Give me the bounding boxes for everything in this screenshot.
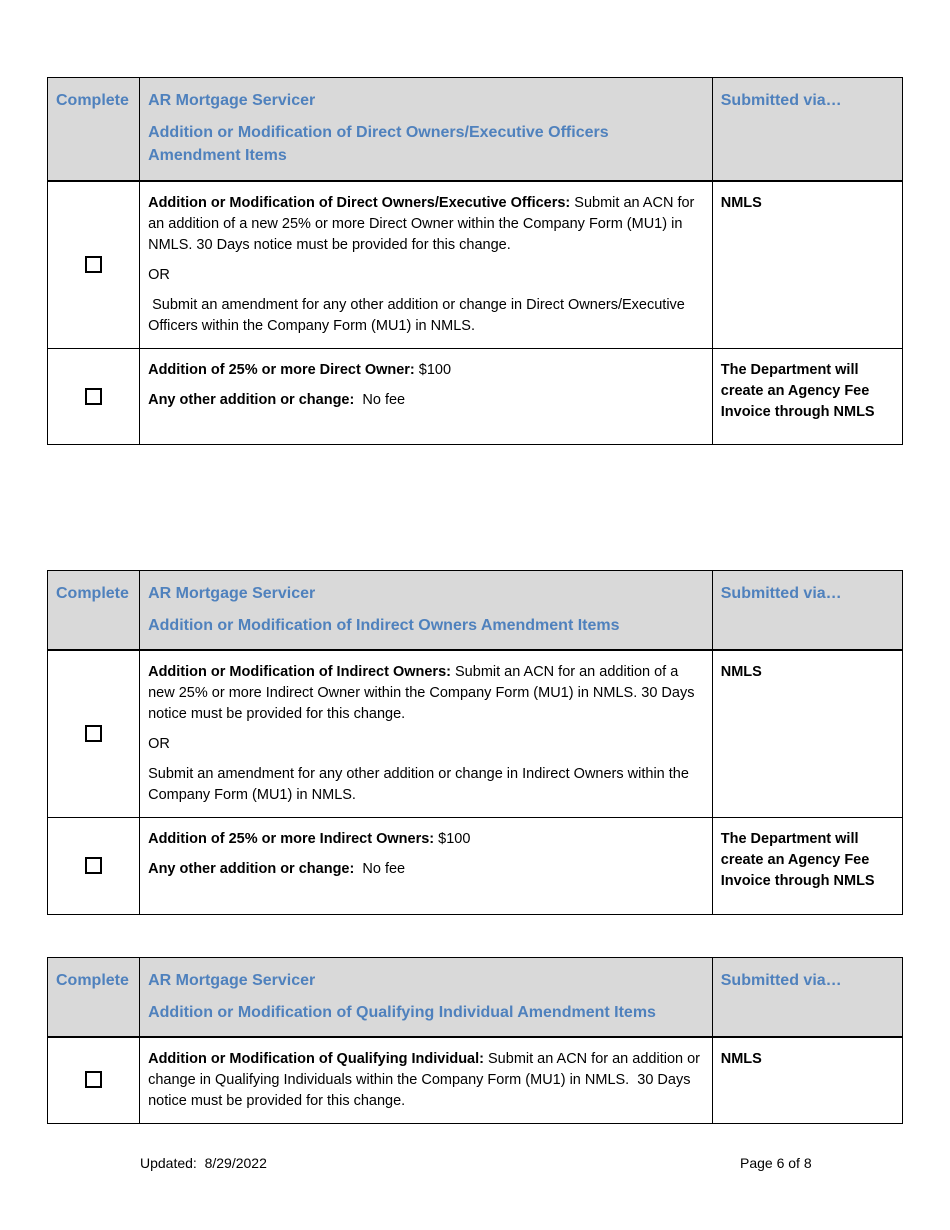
complete-header: Complete bbox=[48, 958, 140, 1037]
complete-cell bbox=[48, 349, 140, 445]
submitted-via-header: Submitted via… bbox=[712, 958, 902, 1037]
fee-cell bbox=[140, 349, 713, 445]
requirement-label: Addition or Modification of Qualifying Individual: bbox=[148, 1050, 484, 1067]
fee-amount: No fee bbox=[354, 861, 406, 877]
section-title-header bbox=[140, 78, 713, 181]
requirement-cell bbox=[140, 650, 713, 818]
requirement-label: Addition or Modification of Indirect Owners: bbox=[148, 663, 451, 680]
complete-cell bbox=[48, 818, 140, 915]
requirement-text: Submit an ACN for an addition of a new 25% or more Direct Owner within the Company Form (MU1) in NMLS. 30 Days notice must be provided for this change. bbox=[148, 194, 695, 253]
submitted-via-header: Submitted via… bbox=[712, 78, 902, 181]
fee-label: Addition of 25% or more Indirect Owners: bbox=[148, 831, 435, 847]
requirement-cell bbox=[140, 181, 713, 349]
alternative-text: Submit an amendment for any other addition or change in Indirect Owners within the Company Form (MU1) in NMLS. bbox=[148, 765, 689, 803]
direct-owners-table bbox=[47, 77, 903, 445]
header-title: AR Mortgage Servicer bbox=[148, 92, 316, 109]
header-subtitle: Addition or Modification of Qualifying Individual Amendment Items bbox=[148, 1004, 656, 1021]
header-title: AR Mortgage Servicer bbox=[148, 972, 316, 989]
indirect-owners-table bbox=[47, 570, 903, 915]
header-subtitle: Addition or Modification of Direct Owners/Executive Officers Amendment Items bbox=[148, 124, 609, 164]
qualifying-individual-table bbox=[47, 957, 903, 1124]
table-row bbox=[48, 650, 903, 818]
submitted-via-value: NMLS bbox=[712, 1037, 902, 1124]
or-text: OR bbox=[148, 266, 170, 283]
table-row bbox=[48, 1037, 903, 1124]
requirement-cell bbox=[140, 1037, 713, 1124]
fee-label: Any other addition or change: bbox=[148, 861, 355, 877]
submitted-via-value: NMLS bbox=[712, 650, 902, 818]
submitted-via-header: Submitted via… bbox=[712, 571, 902, 650]
table-header-row bbox=[48, 958, 903, 1037]
or-text: OR bbox=[148, 735, 170, 752]
fee-amount: $100 bbox=[414, 362, 452, 378]
section-title-header bbox=[140, 958, 713, 1037]
complete-cell bbox=[48, 181, 140, 349]
submitted-via-value: The Department will create an Agency Fee Invoice through NMLS bbox=[712, 818, 902, 915]
table-row bbox=[48, 818, 903, 915]
complete-cell bbox=[48, 1037, 140, 1124]
fee-cell bbox=[140, 818, 713, 915]
section-title-header bbox=[140, 571, 713, 650]
requirement-text: Submit an ACN for an addition or change in Qualifying Individuals within the Company Form (MU1) in NMLS. 30 Days notice must be provided for this change. bbox=[148, 1050, 705, 1109]
complete-header: Complete bbox=[48, 571, 140, 650]
requirement-text: Submit an ACN for an addition of a new 25% or more Indirect Owner within the Company Form (MU1) in NMLS. 30 Days notice must be provided for this change. bbox=[148, 663, 695, 722]
fee-amount: $100 bbox=[434, 831, 471, 847]
complete-checkbox[interactable] bbox=[85, 256, 102, 273]
alternative-text: Submit an amendment for any other addition or change in Direct Owners/Executive Officers within the Company Form (MU1) in NMLS. bbox=[148, 296, 689, 334]
header-title: AR Mortgage Servicer bbox=[148, 585, 316, 602]
fee-label: Any other addition or change: bbox=[148, 392, 355, 408]
table-header-row bbox=[48, 571, 903, 650]
submitted-via-value: NMLS bbox=[712, 181, 902, 349]
submitted-via-value: The Department will create an Agency Fee Invoice through NMLS bbox=[712, 349, 902, 445]
complete-header: Complete bbox=[48, 78, 140, 181]
footer-page-number: Page 6 of 8 bbox=[740, 1155, 812, 1171]
complete-checkbox[interactable] bbox=[85, 388, 102, 405]
complete-checkbox[interactable] bbox=[85, 725, 102, 742]
table-row bbox=[48, 349, 903, 445]
complete-checkbox[interactable] bbox=[85, 1071, 102, 1088]
complete-checkbox[interactable] bbox=[85, 857, 102, 874]
footer-updated-date: Updated: 8/29/2022 bbox=[140, 1155, 267, 1171]
table-row bbox=[48, 181, 903, 349]
fee-label: Addition of 25% or more Direct Owner: bbox=[148, 362, 415, 378]
complete-cell bbox=[48, 650, 140, 818]
requirement-label: Addition or Modification of Direct Owners/Executive Officers: bbox=[148, 194, 571, 211]
table-header-row bbox=[48, 78, 903, 181]
header-subtitle: Addition or Modification of Indirect Owners Amendment Items bbox=[148, 617, 620, 634]
fee-amount: No fee bbox=[354, 392, 406, 408]
